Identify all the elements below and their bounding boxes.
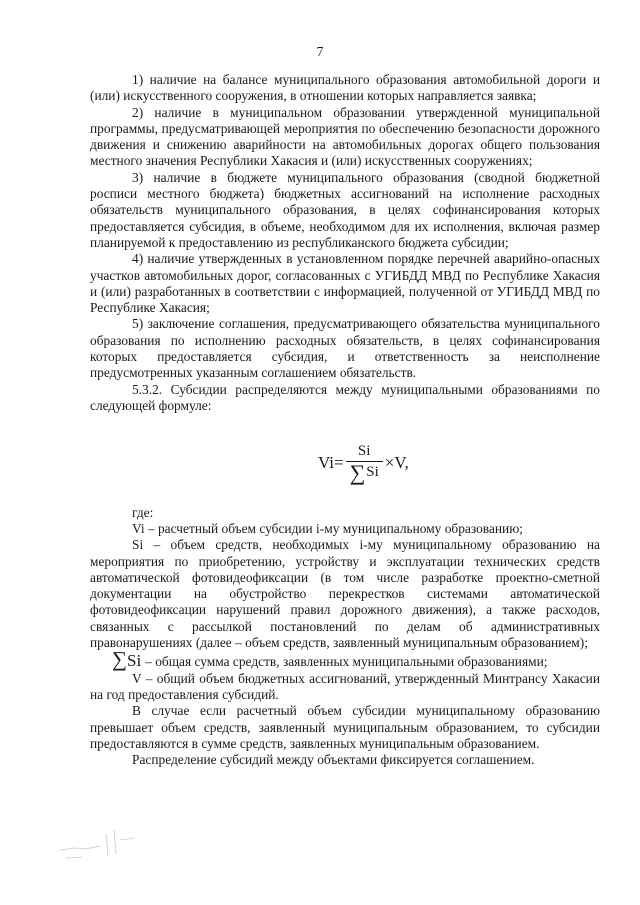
definition-vi: Vi – расчетный объем субсидии i-му муниципальному образованию; xyxy=(132,521,523,536)
formula-numerator: Si xyxy=(357,443,371,460)
subsidy-formula xyxy=(318,438,409,488)
page-number: 7 xyxy=(316,44,324,59)
sum-sigma: ∑ xyxy=(112,647,127,672)
sum-text: – общая сумма средств, заявленных муниципальными образованиями; xyxy=(145,654,548,670)
paragraph-5-3-2: 5.3.2. Субсидии распределяются между муниципальными образованиями по следующей формуле: xyxy=(90,381,600,413)
paragraph-distribution: Распределение субсидий между объектами фиксируется соглашением. xyxy=(132,752,535,768)
formula-rhs: ×V, xyxy=(384,452,409,472)
definitions-list xyxy=(90,521,600,768)
formula-lhs: Vi= xyxy=(318,452,344,472)
paragraph-case: В случае если расчетный объем субсидии муниципальному образованию превышает объем средств, заявленный муниципальным образованием, то субсидии предоставляются в сумме средств, заявленных муниципальным образованием. xyxy=(90,703,600,751)
conditions-list xyxy=(90,72,600,414)
paragraph-condition-4: 4) наличие утвержденных в установленном порядке перечней аварийно-опасных участков автомобильных дорог, согласованных с УГИБДД МВД по Республике Хакасия и (или) разработанных в соответствии с информацией, полученной от УГИБДД МВД по Республике Хакасия; xyxy=(90,251,600,316)
definition-si: Si – объем средств, необходимых i-му муниципальному образованию на мероприятия по приобретению, устройству и эксплуатации технических средств автоматической фотовидеофиксации (в том числе разработке проектно-сметной документации на обустройство перекрестков системами автоматической фотовидеофиксации нарушений правил дорожного движения), а также расходов, связанных с рассылкой постановлений по делам об административных правонарушениях (далее – объем средств, заявленный муниципальным образованием); xyxy=(90,537,600,651)
formula-denominator xyxy=(346,461,383,483)
formula-fraction xyxy=(346,443,383,485)
faint-stamp-mark xyxy=(56,826,146,866)
sigma-symbol: ∑ xyxy=(349,459,366,485)
paragraph-condition-3: 3) наличие в бюджете муниципального образования (сводной бюджетной росписи местного бюджета) бюджетных ассигнований на исполнение расходных обязательств муниципального образования, в целях софинансирования которых предоставляется субсидия, в объеме, необходимом для их исполнения, включая размер планируемой к предоставлению из республиканского бюджета субсидии; xyxy=(90,169,600,250)
where-label xyxy=(90,505,600,521)
definition-sum-si xyxy=(90,647,600,672)
paragraph-condition-5: 5) заключение соглашения, предусматривающего обязательства муниципального образования по исполнению расходных обязательств, в целях софинансирования которых предоставляется субсидия, и ответственность за неисполнение предусмотренных указанным соглашением обязательств. xyxy=(90,316,600,381)
formula-denominator-si: Si xyxy=(366,464,379,481)
sum-symbol xyxy=(112,647,142,672)
paragraph-condition-1: 1) наличие на балансе муниципального образования автомобильной дороги и (или) искусственного сооружения, в отношении которых направляется заявка; xyxy=(90,72,600,104)
definition-v: V – общий объем бюджетных ассигнований, утвержденный Минтрансу Хакасии на год предоставления субсидий. xyxy=(90,670,600,702)
where-label-text: где: xyxy=(132,505,154,520)
paragraph-condition-2: 2) наличие в муниципальном образовании утвержденной муниципальной программы, предусматривающей мероприятия по обеспечению безопасности дорожного движения и снижению аварийности на автомобильных дорогах общего пользования местного значения Республики Хакасия и (или) искусственных сооружениях; xyxy=(90,104,600,169)
sum-si: Si xyxy=(126,651,142,671)
